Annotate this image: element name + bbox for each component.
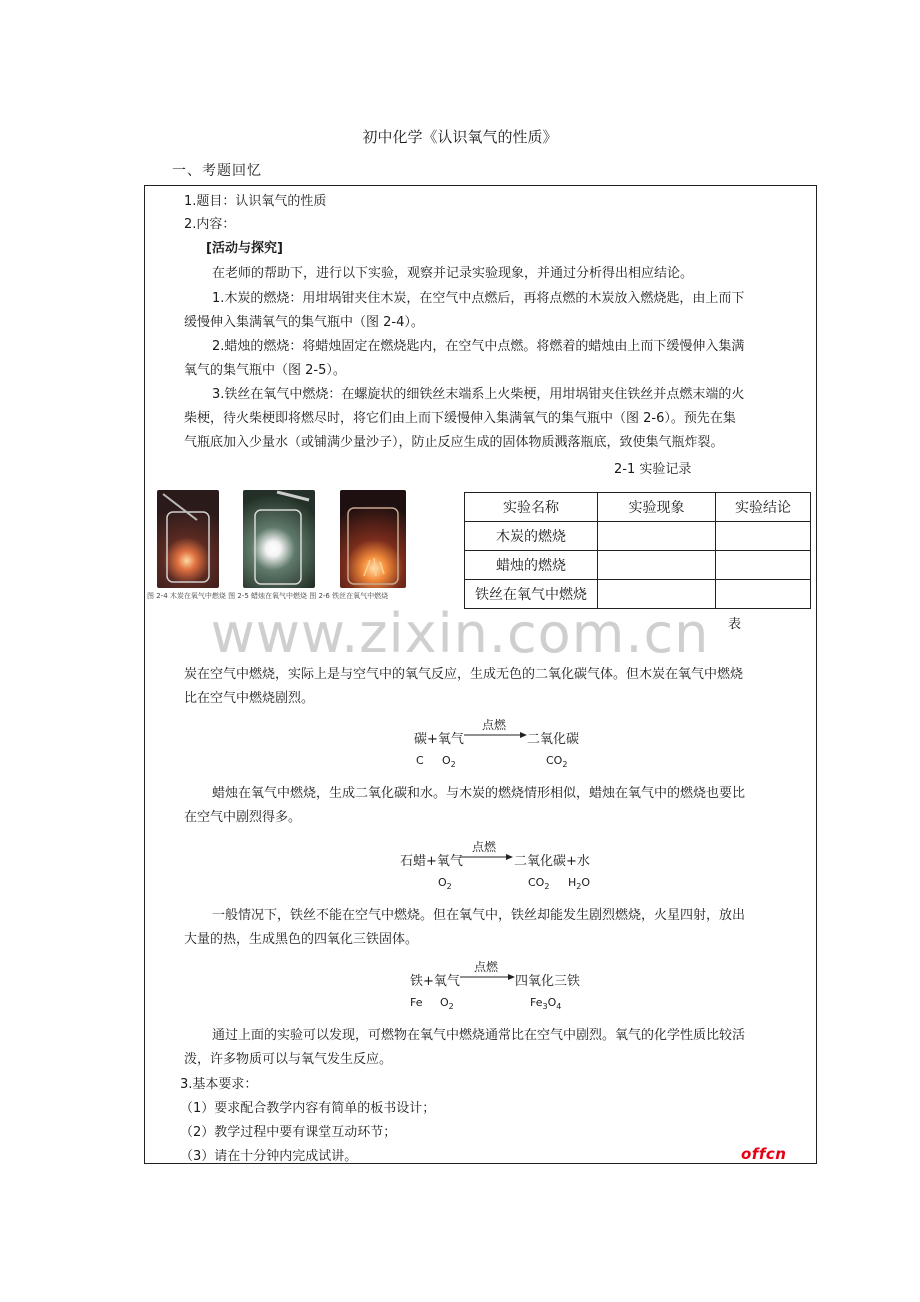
formula-fe: Fe: [410, 996, 423, 1009]
eq-products: 四氧化三铁: [515, 974, 581, 989]
experiment-record-table: [464, 492, 811, 609]
experiment-photos: [154, 490, 434, 590]
table-suffix: 表: [728, 617, 742, 632]
table-cell: [716, 522, 811, 551]
exp3-line2: 柴梗，待火柴梗即将燃尽时，将它们由上而下缓慢伸入集满氧气的集气瓶中（图 2-6）。预先在集: [184, 411, 736, 426]
requirement-1: （1）要求配合教学内容有简单的板书设计；: [180, 1101, 436, 1116]
charcoal-burning-photo: [157, 490, 219, 588]
eq-reactants: 铁+氧气: [410, 974, 460, 989]
document-title: 初中化学《认识氧气的性质》: [362, 128, 558, 146]
table-caption: 2-1 实验记录: [614, 462, 692, 477]
table-cell: 蜡烛的燃烧: [465, 551, 598, 580]
exp1-line1: 1.木炭的燃烧：用坩埚钳夹住木炭，在空气中点燃后，再将点燃的木炭放入燃烧匙，由上而下: [212, 291, 745, 306]
table-cell: [598, 551, 716, 580]
topic-line: 1.题目：认识氧气的性质: [184, 194, 327, 209]
carbon-paragraph-line2: 比在空气中燃烧剧烈。: [184, 691, 315, 706]
candle-burning-photo: [243, 490, 315, 588]
content-label: 2.内容：: [184, 217, 236, 232]
eq-reactants: 碳+氧气: [414, 732, 464, 747]
eq-condition: 点燃: [482, 718, 507, 732]
table-cell: [716, 551, 811, 580]
watermark: www.zixin.com.cn: [210, 602, 710, 665]
formula-c: C: [416, 754, 424, 767]
formula-co2: $CO_2$: [528, 876, 550, 892]
table-row: [465, 522, 811, 551]
iron-wire-burning-photo: [340, 490, 406, 588]
offcn-logo: offcn: [741, 1145, 787, 1163]
reaction-arrow-icon: [460, 973, 516, 981]
formula-h2o: $H_2O$: [568, 876, 591, 892]
eq-condition: 点燃: [472, 840, 497, 854]
eq-products: 二氧化碳: [527, 732, 580, 747]
iron-paragraph-line2: 大量的热，生成黑色的四氧化三铁固体。: [184, 932, 419, 947]
equation-carbon: [414, 716, 614, 776]
table-header-cell: 实验现象: [598, 493, 716, 522]
table-header-cell: 实验结论: [716, 493, 811, 522]
carbon-paragraph-line1: 炭在空气中燃烧，实际上是与空气中的氧气反应，生成无色的二氧化碳气体。但木炭在氧气中燃烧: [184, 667, 744, 682]
table-header-row: [465, 493, 811, 522]
section-heading: 一、考题回忆: [172, 163, 262, 179]
jar-outline-icon: [340, 490, 406, 588]
iron-paragraph-line1: 一般情况下，铁丝不能在空气中燃烧。但在氧气中，铁丝却能发生剧烈燃烧，火星四射，放出: [212, 908, 746, 923]
table-row: [465, 551, 811, 580]
formula-fe3o4: $Fe_3O_4$: [530, 996, 562, 1012]
eq-products: 二氧化碳+水: [514, 854, 590, 869]
table-cell: [598, 522, 716, 551]
conclusion-line1: 通过上面的实验可以发现，可燃物在氧气中燃烧通常比在空气中剧烈。氧气的化学性质比较活: [212, 1028, 746, 1043]
reaction-arrow-icon: [464, 731, 528, 739]
requirements-label: 3.基本要求：: [180, 1077, 258, 1092]
exp3-line1: 3.铁丝在氧气中燃烧：在螺旋状的细铁丝末端系上火柴梗，用坩埚钳夹住铁丝并点燃末端的火: [212, 387, 745, 402]
candle-paragraph-line2: 在空气中剧烈得多。: [184, 810, 302, 825]
table-cell: 铁丝在氧气中燃烧: [465, 580, 598, 609]
exp2-line1: 2.蜡烛的燃烧：将蜡烛固定在燃烧匙内，在空气中点燃。将燃着的蜡烛由上而下缓慢伸入集满: [212, 339, 745, 354]
jar-outline-icon: [157, 490, 219, 588]
requirement-2: （2）教学过程中要有课堂互动环节；: [180, 1125, 397, 1140]
requirement-3: （3）请在十分钟内完成试讲。: [180, 1149, 358, 1164]
formula-o2: $O_2$: [440, 996, 454, 1012]
formula-o2: $O_2$: [438, 876, 452, 892]
eq-condition: 点燃: [474, 960, 499, 974]
table-cell: 木炭的燃烧: [465, 522, 598, 551]
formula-o2: $O_2$: [442, 754, 456, 770]
exp2-line2: 氧气的集气瓶中（图 2-5）。: [184, 363, 346, 378]
equation-candle: [400, 838, 620, 896]
jar-outline-icon: [243, 490, 315, 588]
intro-text: 在老师的帮助下，进行以下实验，观察并记录实验现象，并通过分析得出相应结论。: [212, 266, 694, 281]
table-header-cell: 实验名称: [465, 493, 598, 522]
equation-iron: [410, 958, 610, 1016]
candle-paragraph-line1: 蜡烛在氧气中燃烧，生成二氧化碳和水。与木炭的燃烧情形相似，蜡烛在氧气中的燃烧也要比: [212, 786, 746, 801]
activity-heading: [活动与探究]: [206, 241, 283, 256]
conclusion-line2: 泼，许多物质可以与氧气发生反应。: [184, 1052, 393, 1067]
exp1-line2: 缓慢伸入集满氧气的集气瓶中（图 2-4）。: [184, 315, 424, 330]
photo-caption: 图 2-4 木炭在氧气中燃烧 图 2-5 蜡烛在氧气中燃烧 图 2-6 铁丝在氧气中燃烧: [147, 592, 389, 600]
formula-co2: $CO_2$: [546, 754, 568, 770]
reaction-arrow-icon: [460, 853, 514, 861]
exp3-line3: 气瓶底加入少量水（或铺满少量沙子），防止反应生成的固体物质溅落瓶底，致使集气瓶炸裂。: [184, 435, 724, 450]
eq-reactants: 石蜡+氧气: [400, 854, 463, 869]
